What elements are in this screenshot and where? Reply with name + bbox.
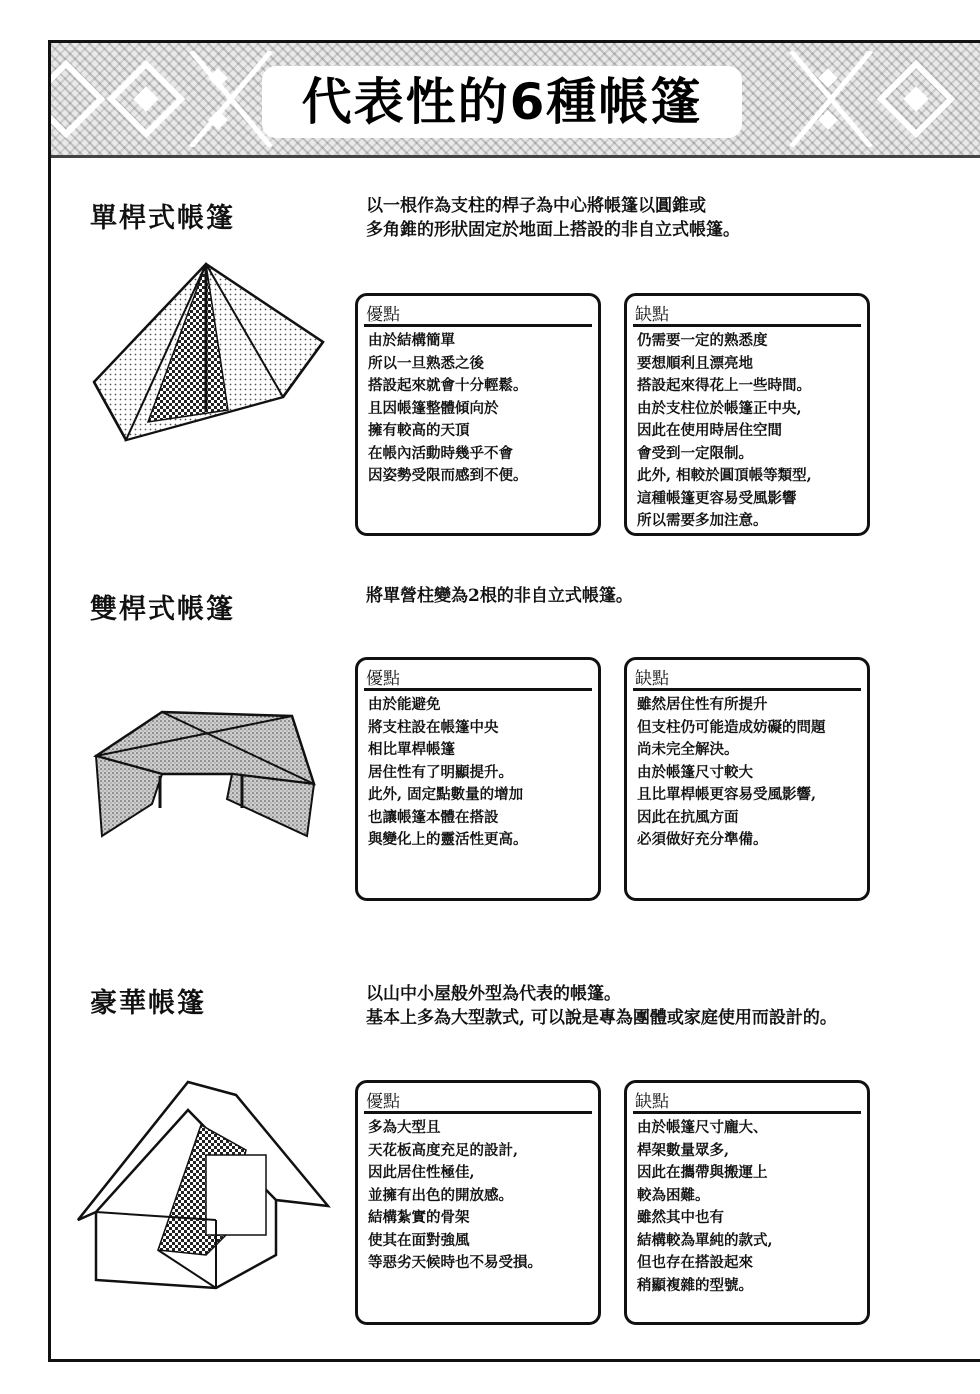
list-item: 擁有較高的天頂: [368, 422, 470, 439]
page-title: 代表性的6種帳篷: [301, 73, 703, 131]
cons-list: [637, 694, 863, 852]
cons-list: [637, 330, 863, 533]
list-item: 但也存在搭設起來: [637, 1254, 753, 1271]
list-item: 會受到一定限制。: [637, 444, 753, 462]
list-item: 雖然居住性有所提升: [637, 696, 768, 713]
divider: [364, 688, 592, 691]
list-item: 所以一旦熟悉之後: [368, 354, 484, 372]
list-item: 因此在攜帶與搬運上: [637, 1164, 768, 1181]
list-item: 所以需要多加注意。: [637, 512, 768, 529]
list-item: 由於帳篷尺寸龐大、: [637, 1119, 768, 1136]
list-item: 也讓帳篷本體在搭設: [368, 808, 499, 826]
list-item: 將支柱設在帳篷中央: [368, 718, 499, 736]
list-item: 但支柱仍可能造成妨礙的問題: [637, 718, 826, 736]
list-item: 且因帳篷整體傾向於: [368, 399, 499, 417]
section-title-luxury: 豪華帳篷: [90, 988, 206, 1019]
cons-label: 缺點: [635, 305, 669, 325]
description-line: 將單營柱變為2根的非自立式帳篷。: [366, 586, 633, 606]
section-description: [366, 194, 740, 242]
list-item: 因此居住性極佳,: [368, 1164, 475, 1181]
list-item: 雖然其中也有: [637, 1209, 724, 1226]
section-title-single-pole: 單桿式帳篷: [90, 203, 235, 234]
cons-box: [624, 293, 870, 536]
list-item: 在帳內活動時幾乎不會: [368, 444, 513, 462]
divider: [633, 324, 861, 327]
list-item: 由於帳篷尺寸較大: [637, 763, 753, 781]
list-item: 此外, 相較於圓頂帳等類型,: [637, 467, 812, 484]
pros-label: 優點: [366, 669, 400, 689]
cons-box: [624, 1080, 870, 1325]
single-pole-tent-illustration: [88, 262, 328, 452]
list-item: 搭設起來得花上一些時間。: [637, 377, 811, 394]
divider: [364, 1111, 592, 1114]
list-item: 與變化上的靈活性更高。: [368, 831, 528, 848]
pros-label: 優點: [366, 1092, 400, 1112]
section-title-double-pole: 雙桿式帳篷: [90, 594, 235, 625]
list-item: 使其在面對強風: [368, 1231, 470, 1249]
list-item: 這種帳篷更容易受風影響: [637, 489, 797, 507]
list-item: 居住性有了明顯提升。: [368, 763, 513, 781]
section-description: [366, 982, 837, 1030]
list-item: 等惡劣天候時也不易受損。: [368, 1254, 542, 1271]
divider: [633, 688, 861, 691]
pros-box: [355, 293, 601, 536]
list-item: 稍顯複雜的型號。: [637, 1276, 753, 1294]
cons-label: 缺點: [635, 669, 669, 689]
list-item: 因姿勢受限而感到不便。: [368, 467, 528, 484]
list-item: 尚未完全解決。: [637, 741, 739, 758]
pros-list: [368, 694, 594, 852]
section-description: [366, 584, 633, 608]
list-item: 結構較為單純的款式,: [637, 1231, 773, 1249]
list-item: 由於能避免: [368, 696, 441, 713]
list-item: 要想順利且漂亮地: [637, 354, 753, 372]
list-item: 相比單桿帳篷: [368, 741, 455, 758]
pros-list: [368, 1117, 594, 1275]
pros-box: [355, 1080, 601, 1325]
list-item: 必須做好充分準備。: [637, 831, 768, 848]
cons-label: 缺點: [635, 1092, 669, 1112]
list-item: 因此在抗風方面: [637, 808, 739, 826]
divider: [633, 1111, 861, 1114]
list-item: 因此在使用時居住空間: [637, 422, 782, 439]
page-title-box: [262, 66, 742, 138]
list-item: 並擁有出色的開放感。: [368, 1186, 513, 1204]
description-line: 以一根作為支柱的桿子為中心將帳篷以圓錐或: [366, 196, 706, 216]
list-item: 較為困難。: [637, 1186, 710, 1204]
list-item: 由於支柱位於帳篷正中央,: [637, 399, 802, 417]
list-item: 仍需要一定的熟悉度: [637, 332, 768, 349]
list-item: 且比單桿帳更容易受風影響,: [637, 786, 817, 803]
divider: [364, 324, 592, 327]
list-item: 結構紮實的骨架: [368, 1209, 470, 1226]
cons-list: [637, 1117, 863, 1297]
list-item: 桿架數量眾多,: [637, 1141, 730, 1159]
double-pole-tent-illustration: [92, 704, 322, 844]
pros-box: [355, 657, 601, 901]
pros-label: 優點: [366, 305, 400, 325]
description-line: 多角錐的形狀固定於地面上搭設的非自立式帳篷。: [366, 220, 740, 240]
cons-box: [624, 657, 870, 901]
list-item: 此外, 固定點數量的增加: [368, 786, 524, 803]
list-item: 搭設起來就會十分輕鬆。: [368, 377, 528, 394]
description-line: 基本上多為大型款式, 可以說是專為團體或家庭使用而設計的。: [366, 1008, 837, 1028]
list-item: 多為大型且: [368, 1119, 441, 1136]
description-line: 以山中小屋般外型為代表的帳篷。: [366, 984, 621, 1004]
list-item: 天花板高度充足的設計,: [368, 1141, 519, 1159]
list-item: 由於結構簡單: [368, 332, 455, 349]
pros-list: [368, 330, 594, 488]
luxury-tent-illustration: [76, 1080, 334, 1290]
